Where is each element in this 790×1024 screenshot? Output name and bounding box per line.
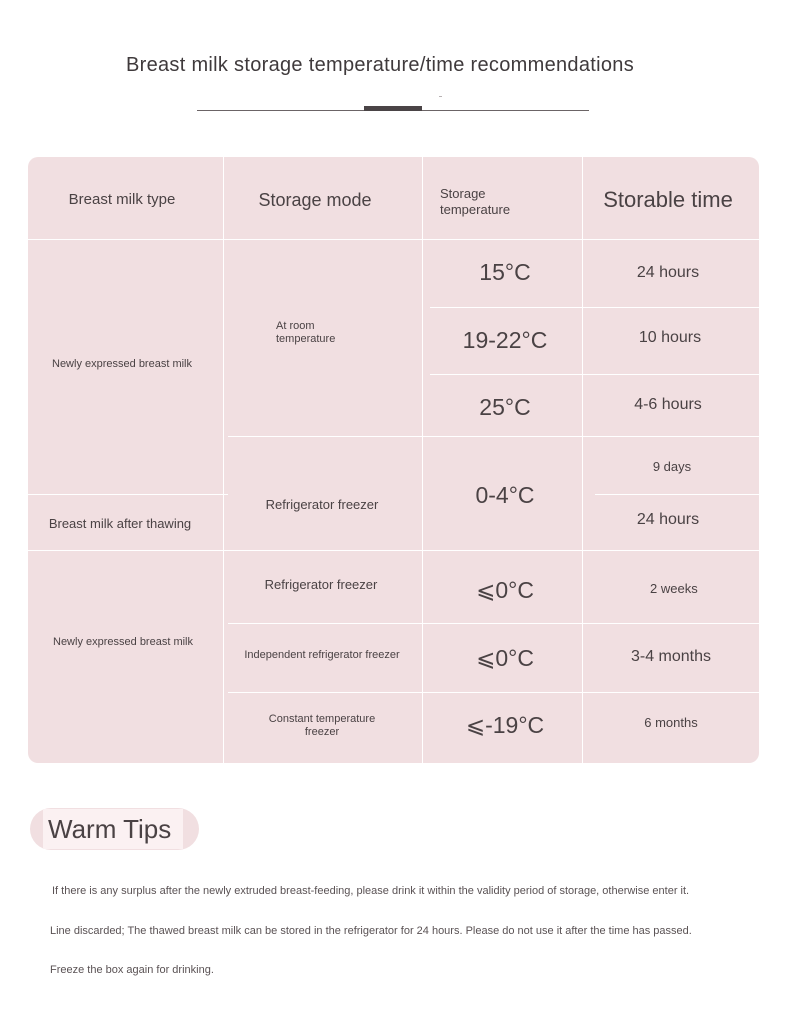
temp-below-0-b: ⩽0°C bbox=[476, 645, 534, 672]
table-divider bbox=[28, 239, 759, 240]
mode-constant-temperature-freezer: Constant temperature freezer bbox=[268, 712, 376, 738]
time-4-6-hours: 4-6 hours bbox=[634, 396, 702, 414]
title-dot bbox=[439, 96, 442, 97]
temp-25: 25°C bbox=[479, 394, 531, 421]
table-divider bbox=[28, 550, 759, 551]
type-newly-expressed-frozen: Newly expressed breast milk bbox=[53, 636, 193, 649]
table-divider bbox=[28, 494, 228, 495]
type-after-thawing: Breast milk after thawing bbox=[48, 516, 192, 532]
time-24-hours-thawed: 24 hours bbox=[636, 511, 700, 529]
temp-below-0-a: ⩽0°C bbox=[476, 577, 534, 604]
temp-0-4: 0-4°C bbox=[475, 482, 535, 509]
temp-below-minus-19: ⩽-19°C bbox=[465, 712, 545, 739]
header-storable-time: Storable time bbox=[603, 186, 733, 212]
table-divider bbox=[430, 374, 759, 375]
title-accent-bar bbox=[364, 106, 422, 111]
time-2-weeks: 2 weeks bbox=[650, 581, 698, 597]
header-breast-milk-type: Breast milk type bbox=[68, 191, 176, 208]
time-6-months: 6 months bbox=[644, 715, 698, 731]
mode-refrigerator-freezer: Refrigerator freezer bbox=[264, 577, 378, 593]
time-3-4-months: 3-4 months bbox=[630, 648, 712, 666]
table-divider bbox=[223, 157, 224, 763]
table-divider bbox=[228, 623, 759, 624]
page-title: Breast milk storage temperature/time recommendations bbox=[125, 54, 635, 76]
time-9-days: 9 days bbox=[652, 459, 692, 475]
tip-line: Line discarded; The thawed breast milk can be stored in the refrigerator for 24 hours. Please do not use it after the time has passed. bbox=[50, 925, 692, 937]
type-newly-expressed: Newly expressed breast milk bbox=[52, 358, 192, 371]
tip-line: If there is any surplus after the newly extruded breast-feeding, please drink it within the validity period of storage, otherwise enter it. bbox=[52, 885, 690, 897]
table-divider bbox=[430, 307, 759, 308]
mode-refrigerator: Refrigerator freezer bbox=[265, 497, 379, 513]
table-divider bbox=[228, 692, 759, 693]
time-10-hours: 10 hours bbox=[638, 329, 702, 347]
temp-19-22: 19-22°C bbox=[462, 327, 548, 354]
warm-tips-heading: Warm Tips bbox=[48, 814, 172, 844]
table-divider bbox=[228, 436, 759, 437]
time-24-hours: 24 hours bbox=[636, 264, 700, 282]
header-storage-mode: Storage mode bbox=[258, 190, 372, 211]
header-storage-temperature: Storage temperature bbox=[440, 186, 511, 217]
mode-room-temperature: At room temperature bbox=[276, 319, 336, 345]
table-divider bbox=[595, 494, 759, 495]
temp-15: 15°C bbox=[479, 259, 531, 286]
mode-independent-freezer: Independent refrigerator freezer bbox=[244, 649, 400, 662]
tip-line: Freeze the box again for drinking. bbox=[50, 964, 214, 976]
